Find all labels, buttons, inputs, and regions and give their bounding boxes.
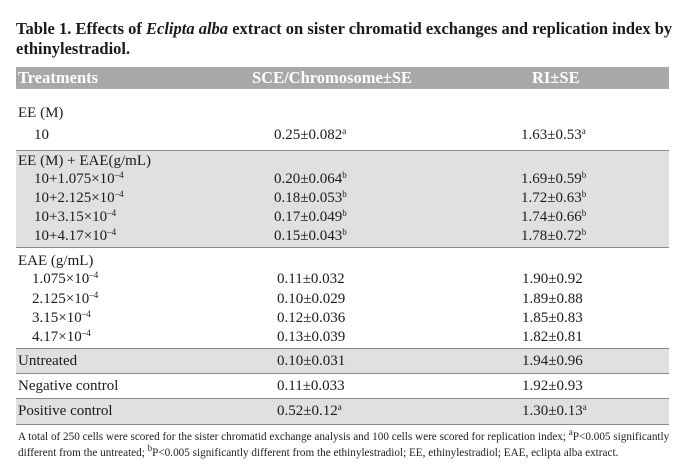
caption-species: Eclipta alba [146, 19, 229, 38]
caption-prefix: Table 1. Effects of [16, 19, 147, 38]
caption-suffix: extract on sister chromatid exchanges and replication index by ethinylestradiol. [16, 19, 673, 58]
treatment-cell: $3.15\times 10^{-4}$ [32, 309, 91, 326]
ri-cell: 1.69±0.59$^b$ [521, 170, 587, 187]
table-footnote: A total of 250 cells were scored for the sister chromatid exchange analysis and 100 cells were scored for replication index; $^a$P<0.005 significantly different from the untreated; $^b$P<0.005 significantly different from the ethinylestradiol; EE, ethinylestradiol; EAE, eclipta alba extract. [18, 427, 670, 459]
header-sce: SCE/Chromosome±SE [252, 68, 413, 87]
treatment-cell: Positive control [18, 403, 113, 419]
divider [16, 247, 669, 248]
sce-cell: 0.15±0.043$^b$ [274, 227, 347, 244]
divider [16, 398, 669, 399]
ri-cell: 1.85±0.83 [522, 310, 583, 326]
treatment-cell: $4.17\times 10^{-4}$ [32, 328, 91, 345]
ri-cell: 1.89±0.88 [522, 291, 583, 307]
sce-cell: 0.10±0.029 [277, 291, 346, 307]
ri-cell: 1.30±0.13$^a$ [522, 402, 587, 419]
sce-cell: 0.52±0.12$^a$ [277, 402, 342, 419]
sce-cell: 0.11±0.032 [277, 271, 345, 287]
table-header [16, 67, 669, 89]
divider [16, 348, 669, 349]
sce-cell: 0.25±0.082$^a$ [274, 126, 347, 143]
ri-cell: 1.63±0.53$^a$ [521, 126, 586, 143]
sce-cell: 0.18±0.053$^b$ [274, 189, 347, 206]
sce-cell: 0.10±0.031 [277, 353, 346, 369]
sce-cell: 0.11±0.033 [277, 378, 345, 394]
treatment-cell: $10+4.17\times 10^{-4}$ [34, 227, 117, 244]
divider [16, 373, 669, 374]
sce-cell: 0.12±0.036 [277, 310, 346, 326]
treatment-cell: $10+1.075\times 10^{-4}$ [34, 170, 124, 187]
header-ri: RI±SE [532, 68, 580, 87]
ri-cell: 1.90±0.92 [522, 271, 583, 287]
sce-cell: 0.20±0.064$^b$ [274, 170, 347, 187]
table-row [34, 126, 49, 144]
sce-cell: 0.13±0.039 [277, 329, 346, 345]
group-label-eae: EAE (g/mL) [18, 253, 94, 269]
sce-cell: 0.17±0.049$^b$ [274, 208, 347, 225]
ri-cell: 1.92±0.93 [522, 378, 583, 394]
divider [16, 150, 669, 151]
header-treatments: Treatments [18, 68, 99, 87]
treatment-cell: 10 [34, 127, 49, 143]
ri-cell: 1.94±0.96 [522, 353, 583, 369]
treatment-cell: $10+3.15\times 10^{-4}$ [34, 208, 117, 225]
treatment-cell: Negative control [18, 378, 119, 394]
ri-cell: 1.72±0.63$^b$ [521, 189, 587, 206]
group-label-ee: EE (M) [18, 105, 64, 121]
ri-cell: 1.78±0.72$^b$ [521, 227, 587, 244]
treatment-cell: $2.125\times 10^{-4}$ [32, 290, 99, 307]
treatment-cell: Untreated [18, 353, 78, 369]
divider [16, 424, 669, 425]
treatment-cell: $10+2.125\times 10^{-4}$ [34, 189, 124, 206]
group-label-ee-eae: EE (M) + EAE(g/mL) [18, 153, 152, 169]
treatment-cell: $1.075\times 10^{-4}$ [32, 270, 99, 287]
table-caption [16, 19, 676, 59]
ri-cell: 1.82±0.81 [522, 329, 583, 345]
ri-cell: 1.74±0.66$^b$ [521, 208, 587, 225]
